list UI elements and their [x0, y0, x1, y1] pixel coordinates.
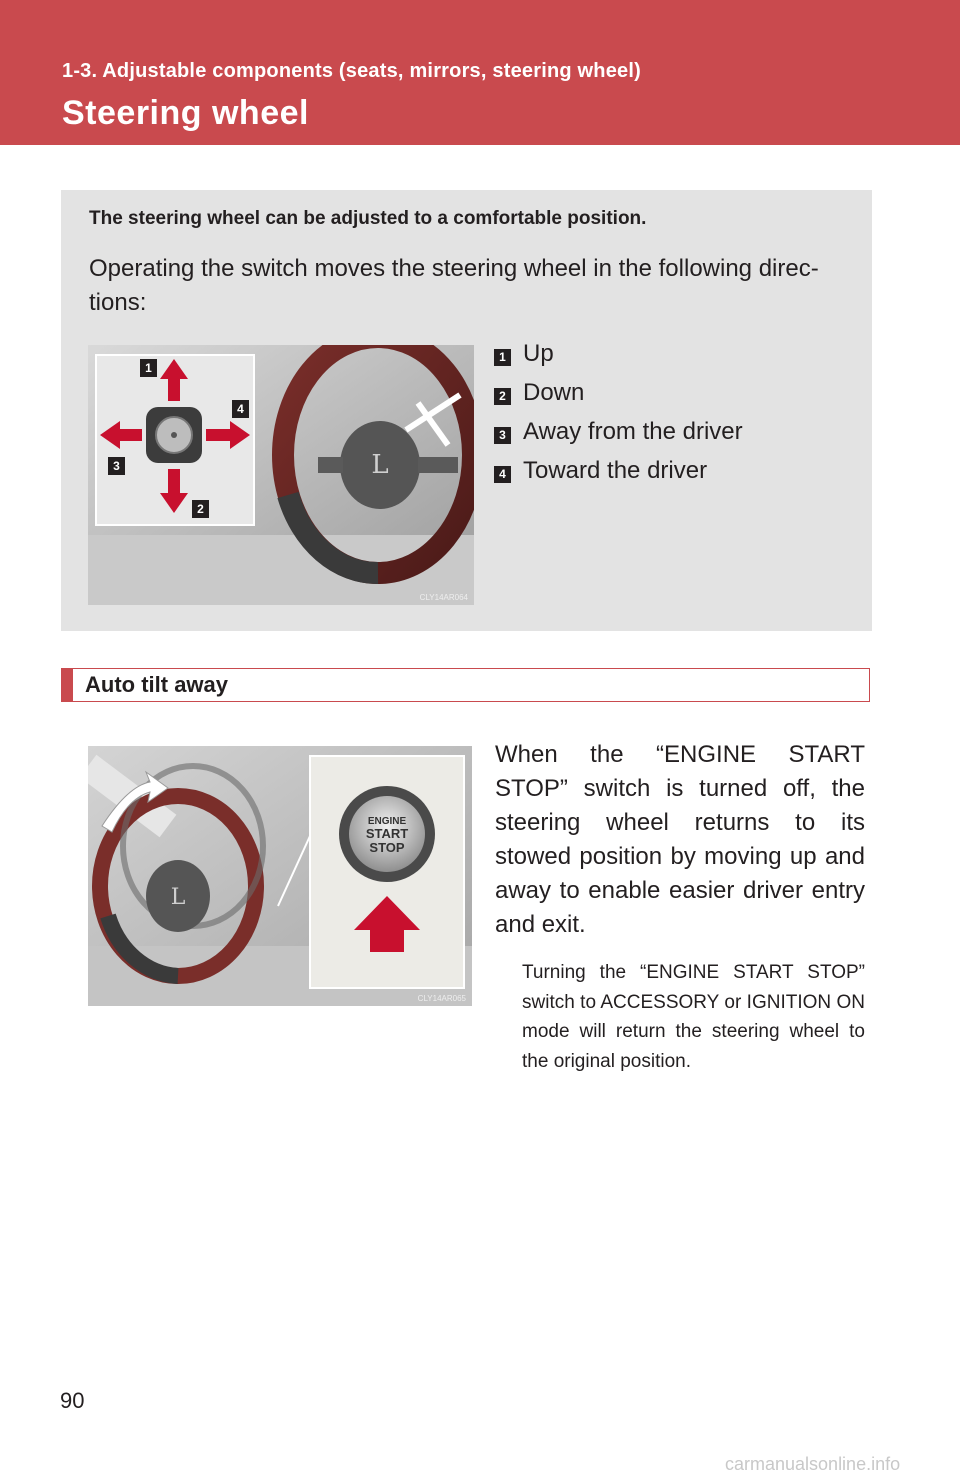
auto-tilt-description: When the “ENGINE START STOP” switch is turned off, the steering wheel returns to its stowed position by moving up and away to enable easier driver entry and exit. [495, 741, 865, 938]
number-badge: 1 [494, 349, 511, 366]
section-label: 1-3. Adjustable components (seats, mirrors, steering wheel) [62, 60, 641, 82]
direction-label: Away from the driver [523, 418, 743, 445]
intro-text: Operating the switch moves the steering wheel in the following direc-tions: [89, 255, 819, 316]
section-heading-text: Auto tilt away [85, 672, 229, 697]
section-heading [61, 668, 870, 702]
direction-label: Up [523, 340, 554, 367]
steering-switch-figure [88, 345, 474, 605]
svg-text:L: L [170, 885, 186, 910]
auto-tilt-note: Turning the “ENGINE START STOP” switch to ACCESSORY or IGNITION ON mode will return the steering wheel to the original position. [522, 962, 865, 1072]
figure-code: CLY14AR064 [419, 593, 468, 602]
badge-toward: 4 [237, 402, 244, 416]
watermark: carmanualsonline.info [725, 1454, 901, 1474]
direction-label: Toward the driver [523, 457, 708, 484]
button-text-engine: ENGINE [367, 816, 407, 827]
button-text-stop: STOP [369, 840, 405, 855]
number-badge: 4 [494, 466, 511, 483]
direction-label: Down [523, 379, 585, 406]
badge-away: 3 [113, 459, 120, 473]
auto-tilt-illustration [88, 746, 472, 1006]
page-title: Steering wheel [62, 94, 309, 132]
number-badge: 2 [494, 388, 511, 405]
number-badge: 3 [494, 427, 511, 444]
badge-down: 2 [197, 502, 204, 516]
intro-summary: The steering wheel can be adjusted to a comfortable position. [89, 208, 647, 229]
page-number: 90 [60, 1388, 85, 1413]
svg-text:L: L [371, 450, 389, 480]
steering-switch-illustration [88, 345, 474, 605]
badge-up: 1 [145, 361, 152, 375]
page-header [0, 0, 960, 145]
button-text-start: START [365, 826, 409, 841]
intro-box [61, 190, 872, 631]
auto-tilt-figure [88, 746, 472, 1006]
figure-code: CLY14AR065 [417, 994, 466, 1003]
